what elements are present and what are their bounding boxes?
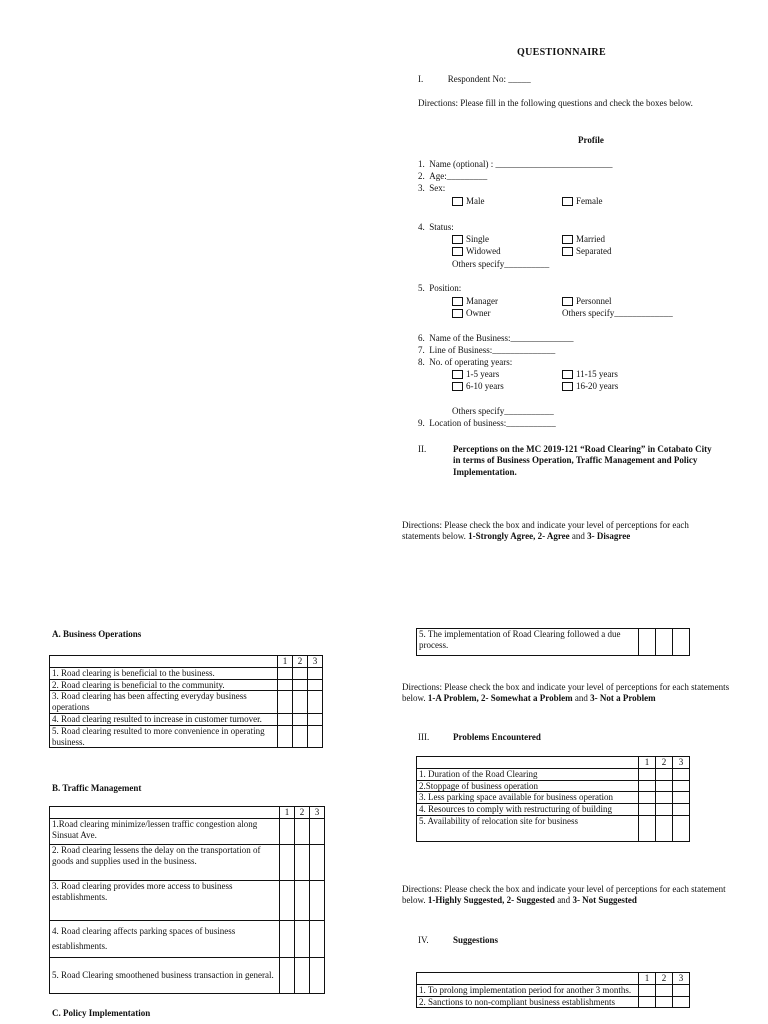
position-others-field: Others specify_____________ [562,308,673,318]
rating-cell[interactable] [673,780,690,792]
scale-header: 2 [656,973,673,985]
section-four-directions [402,884,727,907]
scale-header: 3 [308,656,323,668]
table-row [417,815,690,841]
table-row [50,920,325,957]
rating-cell[interactable] [278,725,293,748]
table-row [50,844,325,880]
rating-cell[interactable] [278,713,293,725]
rating-cell[interactable] [673,629,690,656]
rating-cell[interactable] [673,984,690,996]
item-number: 9. [418,418,425,428]
rating-cell[interactable] [673,804,690,816]
item-number: 5. [418,283,425,293]
scale-header: 3 [673,973,690,985]
option-label: 11-15 years [576,369,618,379]
operating-years-label: No. of operating years: [429,357,513,367]
rating-cell[interactable] [639,768,656,780]
checkbox[interactable] [452,235,463,244]
checkbox[interactable] [452,382,463,391]
checkbox[interactable] [452,297,463,306]
rating-cell[interactable] [293,691,308,714]
statement-cell: 3. Road clearing has been affecting everyday business operations [50,691,278,714]
section-three-title: Problems Encountered [453,732,541,742]
statement-cell: 3. Less parking space available for business operation [417,792,639,804]
rating-cell[interactable] [293,725,308,748]
table-row [50,691,323,714]
rating-cell[interactable] [639,996,656,1008]
directions-scale: 1-Highly Suggested, 2- Suggested [427,895,555,906]
directions-text: Directions: Please check the box and indicate your level of perceptions for each statements below. [402,520,689,542]
statement-cell: 2.Stoppage of business operation [417,780,639,792]
years-11-15-option[interactable] [562,369,618,380]
statement-cell: 5. Availability of relocation site for business [417,815,639,841]
statement-cell: 1. Duration of the Road Clearing [417,768,639,780]
statement-cell: 1. Road clearing is beneficial to the business. [50,667,278,679]
rating-cell[interactable] [295,844,310,880]
checkbox[interactable] [562,247,573,256]
statement-cell: 2. Road clearing lessens the delay on the transportation of goods and supplies used in the business. [50,844,280,880]
rating-cell[interactable] [639,815,656,841]
option-label: Single [466,234,490,244]
rating-cell[interactable] [310,880,325,920]
profile-age-item [418,171,487,182]
section-two-directions [402,520,727,543]
checkbox[interactable] [562,197,573,206]
rating-cell[interactable] [656,815,673,841]
checkbox[interactable] [562,382,573,391]
rating-cell[interactable] [308,679,323,691]
rating-cell[interactable] [310,920,325,957]
profile-status-item [418,222,454,233]
rating-cell[interactable] [639,984,656,996]
rating-cell[interactable] [656,629,673,656]
statement-cell: 1. To prolong implementation period for another 3 months. [417,984,639,996]
statement-cell: 2. Road clearing is beneficial to the community. [50,679,278,691]
section-number: I. [418,74,424,84]
rating-cell[interactable] [656,984,673,996]
rating-cell[interactable] [310,957,325,993]
scale-header: 1 [639,973,656,985]
status-separated-option[interactable] [562,246,611,257]
item-number: 2. [418,171,425,181]
rating-cell[interactable] [280,920,295,957]
suggestions-table-clip [416,972,690,1024]
status-single-option[interactable] [452,234,489,245]
rating-cell[interactable] [310,844,325,880]
profile-position-item [418,283,461,294]
rating-cell[interactable] [295,957,310,993]
rating-cell[interactable] [639,804,656,816]
table-row [50,679,323,691]
table-row [417,996,690,1008]
scale-header: 2 [656,757,673,769]
scale-header: 3 [673,757,690,769]
traffic-management-heading: B. Traffic Management [52,783,142,793]
profile-heading: Profile [578,135,604,145]
table-row [50,957,325,993]
profile-location-item [418,418,556,429]
table-row [417,780,690,792]
policy-implementation-table-continued [416,628,690,656]
sex-label: Sex: [429,183,446,193]
statement-cell: 3. Road clearing provides more access to business establishments. [50,880,280,920]
table-row [50,725,323,748]
rating-cell[interactable] [293,713,308,725]
item-number: 4. [418,222,425,232]
age-field: Age:_________ [429,171,488,181]
rating-cell[interactable] [293,667,308,679]
profile-business-name-item [418,333,574,344]
scale-header: 2 [295,807,310,819]
problems-encountered-table [416,756,690,842]
statement-cell: 4. Resources to comply with restructuring of building [417,804,639,816]
statement-header-cell [50,807,280,819]
section-four-number: IV. [418,935,429,945]
statement-cell: 4. Road clearing affects parking spaces of business establishments. [50,920,280,957]
rating-cell[interactable] [673,792,690,804]
business-operations-heading: A. Business Operations [52,629,142,639]
item-number: 3. [418,183,425,193]
scale-header: 1 [278,656,293,668]
section-three-directions [402,682,732,705]
position-label: Position: [429,283,462,293]
rating-cell[interactable] [673,768,690,780]
rating-cell[interactable] [639,792,656,804]
sex-female-option[interactable] [562,196,603,207]
profile-directions: Directions: Please fill in the following questions and check the boxes below. [418,98,693,108]
policy-implementation-heading: C. Policy Implementation [52,1008,151,1018]
table-row [417,629,690,656]
statement-cell: 5. Road Clearing smoothened business transaction in general. [50,957,280,993]
years-others-field: Others specify___________ [452,406,554,416]
checkbox[interactable] [452,309,463,318]
directions-scale-last: 3- Not a Problem [590,693,656,704]
profile-name-item [418,159,612,170]
section-three-number: III. [418,732,430,742]
profile-sex-item [418,183,445,194]
status-married-option[interactable] [562,234,605,245]
rating-cell[interactable] [293,679,308,691]
rating-cell[interactable] [308,713,323,725]
location-field: Location of business:___________ [429,418,556,428]
table-header-row [50,656,323,668]
checkbox[interactable] [562,235,573,244]
respondent-number-label [418,74,531,85]
rating-cell[interactable] [280,818,295,844]
rating-cell[interactable] [656,780,673,792]
option-label: Owner [466,308,491,318]
rating-cell[interactable] [673,815,690,841]
statement-header-cell [417,757,639,769]
sex-male-option[interactable] [452,196,485,207]
option-label: 6-10 years [466,381,504,391]
rating-cell[interactable] [639,629,656,656]
directions-text: Directions: Please check the box and indicate your level of perceptions for each statement below. [402,884,726,906]
option-label: Married [576,234,605,244]
item-number: 7. [418,345,425,355]
directions-and: and [574,693,588,704]
status-label: Status: [429,222,454,232]
item-number: 6. [418,333,425,343]
rating-cell[interactable] [308,691,323,714]
directions-scale: 1-A Problem, 2- Somewhat a Problem [427,693,573,704]
option-label: Manager [466,296,498,306]
item-number: 8. [418,357,425,367]
section-two-number: II. [418,444,427,454]
rating-cell[interactable] [656,804,673,816]
statement-header-cell [50,656,278,668]
position-personnel-option[interactable] [562,296,612,307]
section-two-title: Perceptions on the MC 2019-121 “Road Clearing” in Cotabato City in terms of Business Operation, Traffic Management and Policy Implementation. [453,444,712,477]
option-label: Female [576,196,603,206]
checkbox[interactable] [452,247,463,256]
status-widowed-option[interactable] [452,246,501,257]
directions-scale-last: 3- Disagree [587,531,631,542]
directions-and: and [571,531,585,542]
rating-cell[interactable] [280,844,295,880]
position-manager-option[interactable] [452,296,498,307]
business-name-field: Name of the Business:______________ [429,333,574,343]
rating-cell[interactable] [656,768,673,780]
table-header-row [50,807,325,819]
scale-header: 1 [639,757,656,769]
rating-cell[interactable] [280,957,295,993]
item-number: 1. [418,159,425,169]
table-row [417,804,690,816]
document-title: QUESTIONNAIRE [517,47,606,58]
rating-cell[interactable] [295,818,310,844]
rating-cell[interactable] [308,667,323,679]
option-label: Separated [576,246,612,256]
suggestions-table [416,972,690,1008]
statement-cell: 4. Road clearing resulted to increase in customer turnover. [50,713,278,725]
rating-cell[interactable] [310,818,325,844]
table-header-row [417,757,690,769]
rating-cell[interactable] [278,691,293,714]
table-row [417,984,690,996]
rating-cell[interactable] [308,725,323,748]
respondent-field: Respondent No: _____ [447,74,531,84]
rating-cell[interactable] [656,792,673,804]
option-label: Personnel [576,296,612,306]
statement-cell: 5. The implementation of Road Clearing followed a due process. [417,629,639,656]
line-of-business-field: Line of Business:______________ [429,345,556,355]
rating-cell[interactable] [278,679,293,691]
traffic-management-table [49,806,325,994]
profile-line-of-business-item [418,345,555,356]
table-header-row [417,973,690,985]
table-row [50,880,325,920]
statement-cell: 5. Road clearing resulted to more convenience in operating business. [50,725,278,748]
table-row [50,818,325,844]
years-6-10-option[interactable] [452,381,504,392]
rating-cell[interactable] [639,780,656,792]
checkbox[interactable] [562,297,573,306]
directions-and: and [557,895,571,906]
directions-scale: 1-Strongly Agree, 2- Agree [468,531,570,542]
years-1-5-option[interactable] [452,369,499,380]
years-16-20-option[interactable] [562,381,618,392]
table-row [417,792,690,804]
rating-cell[interactable] [673,996,690,1008]
option-label: 1-5 years [466,369,500,379]
option-label: Widowed [466,246,501,256]
status-others-field: Others specify__________ [452,259,550,269]
statement-cell: 1.Road clearing minimize/lessen traffic congestion along Sinsuat Ave. [50,818,280,844]
checkbox[interactable] [452,370,463,379]
rating-cell[interactable] [280,880,295,920]
profile-operating-years-item [418,357,512,368]
rating-cell[interactable] [295,880,310,920]
table-row [50,713,323,725]
business-operations-table [49,655,323,748]
rating-cell[interactable] [278,667,293,679]
rating-cell[interactable] [656,996,673,1008]
directions-text: Directions: Please check the box and indicate your level of perceptions for each statements below. [402,682,730,704]
scale-header: 1 [280,807,295,819]
table-row [417,768,690,780]
table-row [50,667,323,679]
position-owner-option[interactable] [452,308,491,319]
scale-header: 3 [310,807,325,819]
section-four-title: Suggestions [453,935,499,945]
option-label: 16-20 years [576,381,619,391]
scale-header: 2 [293,656,308,668]
rating-cell[interactable] [295,920,310,957]
checkbox[interactable] [562,370,573,379]
directions-scale-last: 3- Not Suggested [572,895,637,906]
option-label: Male [466,196,485,206]
statement-cell: 2. Sanctions to non-compliant business establishments [417,996,639,1008]
checkbox[interactable] [452,197,463,206]
name-field: Name (optional) : __________________________ [429,159,613,169]
statement-header-cell [417,973,639,985]
